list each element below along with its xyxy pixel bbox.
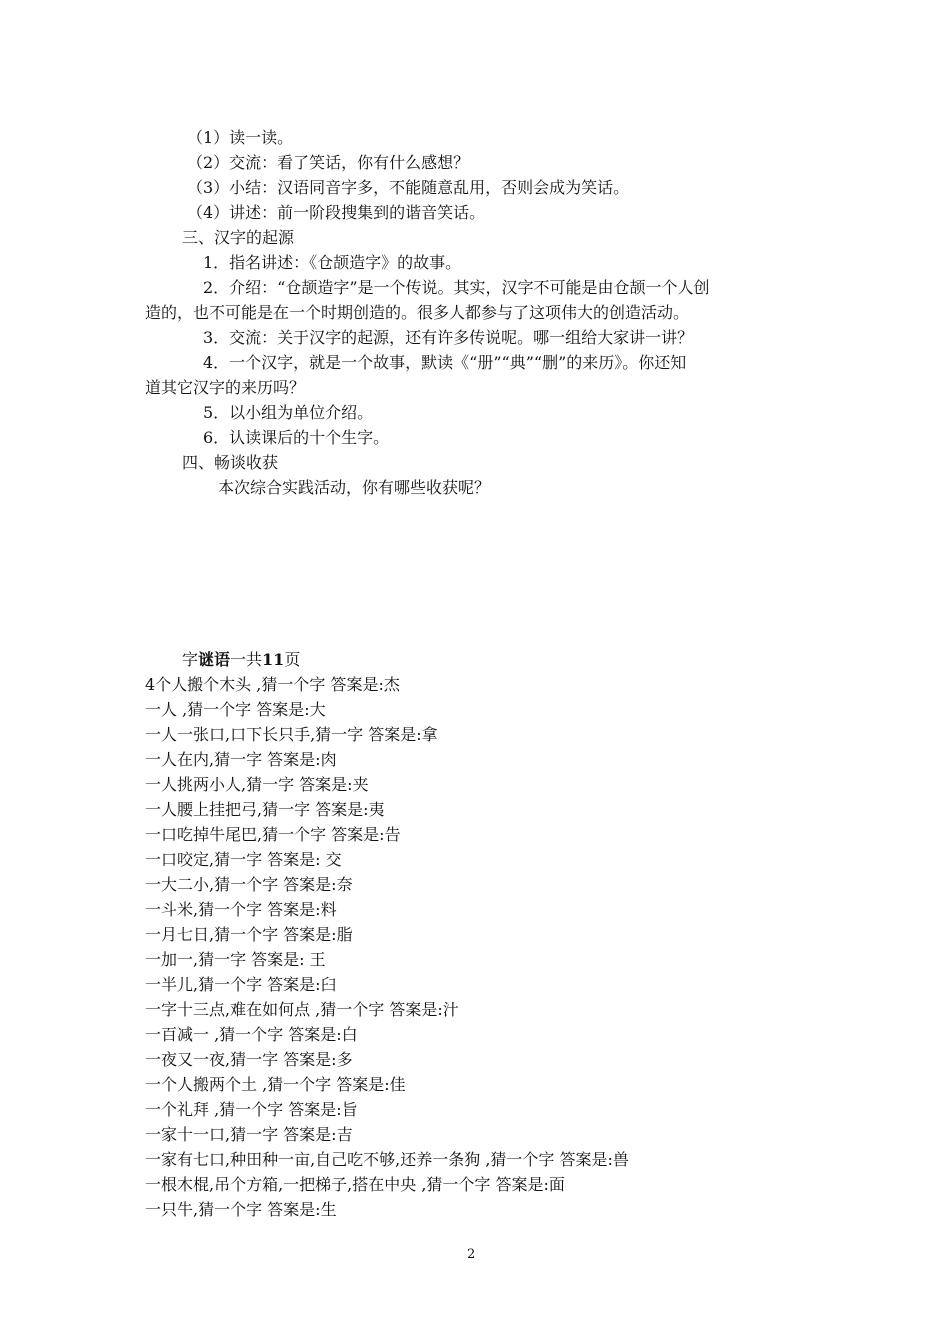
riddles-title-post: 一共 — [230, 650, 263, 669]
riddle-item: 一个人搬两个土 ,猜一个字 答案是:佳 — [145, 1075, 406, 1094]
riddle-item: 一人挑两小人,猜一字 答案是:夹 — [145, 775, 369, 794]
lesson-line: （2）交流：看了笑话，你有什么感想？ — [187, 153, 470, 172]
riddle-item: 一人 ,猜一个字 答案是:大 — [145, 700, 326, 719]
riddle-item: 4个人搬个木头 ,猜一个字 答案是:杰 — [145, 675, 400, 694]
lesson-line: 道其它汉字的来历吗？ — [145, 378, 306, 397]
riddle-item: 一家有七口,种田种一亩,自己吃不够,还养一条狗 ,猜一个字 答案是:兽 — [145, 1150, 629, 1169]
lesson-line: 5．以小组为单位介绍。 — [203, 403, 374, 422]
riddles-title — [182, 650, 300, 670]
lesson-line: 2．介绍：“仓颉造字”是一个传说。其实，汉字不可能是由仓颉一个人创 — [203, 278, 710, 297]
riddles-title-end: 页 — [284, 650, 301, 669]
riddle-item: 一字十三点,难在如何点 ,猜一个字 答案是:汁 — [145, 1000, 459, 1019]
riddle-item: 一家十一口,猜一字 答案是:吉 — [145, 1125, 353, 1144]
riddle-item: 一人一张口,口下长只手,猜一字 答案是:拿 — [145, 725, 438, 744]
riddle-item: 一个礼拜 ,猜一个字 答案是:旨 — [145, 1100, 358, 1119]
riddle-item: 一人腰上挂把弓,猜一字 答案是:夷 — [145, 800, 385, 819]
riddle-item: 一夜又一夜,猜一字 答案是:多 — [145, 1050, 353, 1069]
lesson-line: （3）小结：汉语同音字多，不能随意乱用，否则会成为笑话。 — [187, 178, 630, 197]
section-heading: 四、畅谈收获 — [182, 453, 279, 472]
lesson-line: 6．认读课后的十个生字。 — [203, 428, 390, 447]
riddle-item: 一大二小,猜一个字 答案是:奈 — [145, 875, 353, 894]
riddle-item: 一口咬定,猜一字 答案是: 交 — [145, 850, 342, 869]
riddles-title-pre: 字 — [182, 650, 199, 669]
riddles-title-bold: 谜语 — [198, 650, 231, 669]
riddle-item: 一加一,猜一字 答案是: 王 — [145, 950, 326, 969]
lesson-line: 3．交流：关于汉字的起源，还有许多传说呢。哪一组给大家讲一讲？ — [203, 328, 694, 347]
lesson-line: （1）读一读。 — [187, 128, 294, 147]
riddle-item: 一根木棍,吊个方箱,一把梯子,搭在中央 ,猜一个字 答案是:面 — [145, 1175, 565, 1194]
lesson-line: （4）讲述：前一阶段搜集到的谐音笑话。 — [187, 203, 486, 222]
riddle-item: 一月七日,猜一个字 答案是:脂 — [145, 925, 353, 944]
lesson-line: 本次综合实践活动，你有哪些收获呢？ — [218, 478, 491, 497]
page-number: 2 — [467, 1247, 476, 1262]
riddle-item: 一口吃掉牛尾巴,猜一个字 答案是:告 — [145, 825, 401, 844]
riddle-item: 一百减一 ,猜一个字 答案是:白 — [145, 1025, 358, 1044]
lesson-line: 4．一个汉字，就是一个故事，默读《“册”“典”“删”的来历》。你还知 — [203, 353, 687, 372]
riddle-item: 一斗米,猜一个字 答案是:料 — [145, 900, 337, 919]
section-heading: 三、汉字的起源 — [182, 228, 295, 247]
riddle-item: 一人在内,猜一字 答案是:肉 — [145, 750, 337, 769]
riddle-item: 一半儿,猜一个字 答案是:臼 — [145, 975, 337, 994]
riddle-item: 一只牛,猜一个字 答案是:生 — [145, 1200, 337, 1219]
lesson-line: 造的，也不可能是在一个时期创造的。很多人都参与了这项伟大的创造活动。 — [145, 303, 690, 322]
lesson-line: 1．指名讲述：《仓颉造字》的故事。 — [203, 253, 462, 272]
riddles-title-number: 11 — [262, 650, 285, 669]
